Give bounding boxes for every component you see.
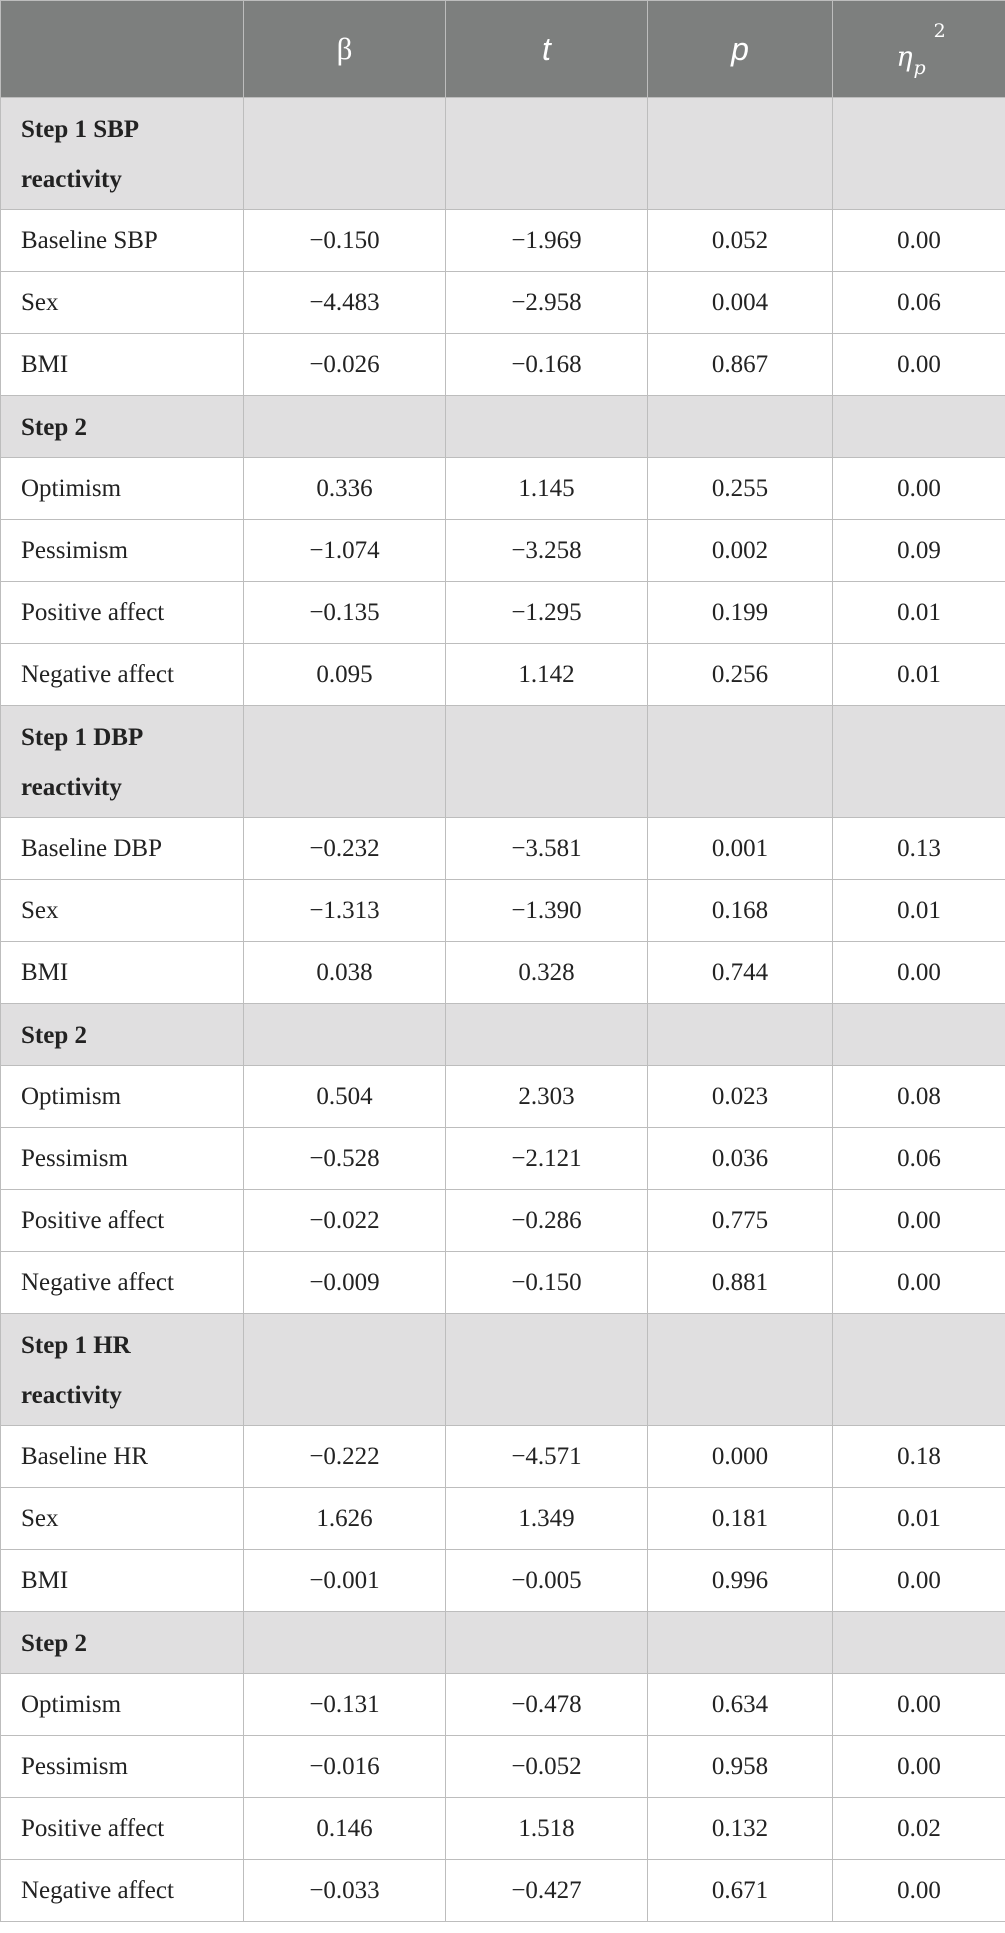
cell-t: −1.969 — [446, 210, 648, 272]
cell-beta: −0.033 — [244, 1860, 446, 1922]
cell-beta: −1.313 — [244, 880, 446, 942]
cell-p: 0.775 — [648, 1190, 833, 1252]
cell-eta: 0.18 — [833, 1426, 1005, 1488]
section-label: Step 2 — [1, 396, 244, 458]
section-empty-cell — [833, 706, 1005, 818]
section-empty-cell — [244, 1612, 446, 1674]
cell-p: 0.634 — [648, 1674, 833, 1736]
cell-eta: 0.00 — [833, 1550, 1005, 1612]
cell-t: 1.142 — [446, 644, 648, 706]
row-label: Optimism — [1, 1674, 244, 1736]
cell-p: 0.199 — [648, 582, 833, 644]
cell-eta: 0.06 — [833, 1128, 1005, 1190]
cell-p: 0.881 — [648, 1252, 833, 1314]
row-label: Positive affect — [1, 582, 244, 644]
row-label: Negative affect — [1, 1860, 244, 1922]
table-row — [1, 942, 1005, 1004]
section-empty-cell — [446, 706, 648, 818]
cell-beta: −0.026 — [244, 334, 446, 396]
section-empty-cell — [446, 1612, 648, 1674]
table-row — [1, 644, 1005, 706]
cell-beta: 1.626 — [244, 1488, 446, 1550]
header-row — [1, 1, 1005, 98]
cell-t: −0.427 — [446, 1860, 648, 1922]
row-label: Pessimism — [1, 520, 244, 582]
section-label: Step 2 — [1, 1004, 244, 1066]
section-row — [1, 1004, 1005, 1066]
cell-beta: −0.222 — [244, 1426, 446, 1488]
cell-p: 0.255 — [648, 458, 833, 520]
table-row — [1, 1252, 1005, 1314]
section-empty-cell — [446, 1004, 648, 1066]
section-empty-cell — [244, 1314, 446, 1426]
row-label: Baseline HR — [1, 1426, 244, 1488]
section-label: Step 2 — [1, 1612, 244, 1674]
cell-beta: −0.528 — [244, 1128, 446, 1190]
section-row — [1, 396, 1005, 458]
section-empty-cell — [244, 1004, 446, 1066]
section-empty-cell — [648, 396, 833, 458]
section-row — [1, 706, 1005, 818]
section-empty-cell — [833, 396, 1005, 458]
cell-t: 0.328 — [446, 942, 648, 1004]
row-label: Positive affect — [1, 1190, 244, 1252]
cell-beta: 0.038 — [244, 942, 446, 1004]
section-empty-cell — [648, 1004, 833, 1066]
cell-p: 0.867 — [648, 334, 833, 396]
cell-p: 0.996 — [648, 1550, 833, 1612]
cell-beta: −4.483 — [244, 272, 446, 334]
row-label: Sex — [1, 880, 244, 942]
cell-beta: −1.074 — [244, 520, 446, 582]
cell-t: −0.005 — [446, 1550, 648, 1612]
row-label: BMI — [1, 334, 244, 396]
section-empty-cell — [446, 1314, 648, 1426]
section-label: Step 1 SBP reactivity — [1, 98, 244, 210]
cell-eta: 0.13 — [833, 818, 1005, 880]
table-row — [1, 210, 1005, 272]
table-row — [1, 582, 1005, 644]
section-empty-cell — [833, 1612, 1005, 1674]
cell-eta: 0.08 — [833, 1066, 1005, 1128]
section-empty-cell — [244, 396, 446, 458]
cell-p: 0.000 — [648, 1426, 833, 1488]
cell-eta: 0.00 — [833, 1860, 1005, 1922]
table-row — [1, 1860, 1005, 1922]
table-row — [1, 1550, 1005, 1612]
cell-beta: −0.150 — [244, 210, 446, 272]
table-row — [1, 1426, 1005, 1488]
section-empty-cell — [648, 706, 833, 818]
section-row — [1, 1314, 1005, 1426]
row-label: Baseline DBP — [1, 818, 244, 880]
table-row — [1, 520, 1005, 582]
row-label: Positive affect — [1, 1798, 244, 1860]
header-p: p — [648, 1, 833, 98]
table-row — [1, 1798, 1005, 1860]
row-label: Sex — [1, 272, 244, 334]
table-row — [1, 1190, 1005, 1252]
cell-beta: −0.016 — [244, 1736, 446, 1798]
cell-beta: −0.022 — [244, 1190, 446, 1252]
cell-eta: 0.00 — [833, 334, 1005, 396]
header-beta: β — [244, 1, 446, 98]
table-row — [1, 1488, 1005, 1550]
cell-eta: 0.00 — [833, 1190, 1005, 1252]
cell-beta: −0.135 — [244, 582, 446, 644]
eta-letter: η — [896, 41, 913, 73]
row-label: Sex — [1, 1488, 244, 1550]
cell-p: 0.002 — [648, 520, 833, 582]
cell-t: −0.478 — [446, 1674, 648, 1736]
cell-p: 0.036 — [648, 1128, 833, 1190]
table-body — [1, 98, 1005, 1922]
header-t: t — [446, 1, 648, 98]
cell-p: 0.023 — [648, 1066, 833, 1128]
table-row — [1, 880, 1005, 942]
table-row — [1, 1736, 1005, 1798]
partial-eta-squared-symbol — [896, 19, 946, 79]
header-partial-eta-squared — [833, 1, 1005, 98]
cell-beta: 0.504 — [244, 1066, 446, 1128]
row-label: Negative affect — [1, 644, 244, 706]
section-empty-cell — [244, 98, 446, 210]
section-empty-cell — [244, 706, 446, 818]
cell-beta: −0.009 — [244, 1252, 446, 1314]
cell-eta: 0.01 — [833, 582, 1005, 644]
cell-p: 0.256 — [648, 644, 833, 706]
eta-subscript: p — [913, 56, 926, 79]
cell-t: −3.258 — [446, 520, 648, 582]
cell-eta: 0.00 — [833, 1736, 1005, 1798]
table-row — [1, 1066, 1005, 1128]
cell-t: −0.286 — [446, 1190, 648, 1252]
cell-t: 1.145 — [446, 458, 648, 520]
cell-eta: 0.00 — [833, 942, 1005, 1004]
cell-t: 1.349 — [446, 1488, 648, 1550]
section-empty-cell — [446, 98, 648, 210]
cell-t: −0.150 — [446, 1252, 648, 1314]
cell-eta: 0.01 — [833, 644, 1005, 706]
section-label: Step 1 DBP reactivity — [1, 706, 244, 818]
section-empty-cell — [648, 1314, 833, 1426]
cell-t: −1.295 — [446, 582, 648, 644]
cell-t: 1.518 — [446, 1798, 648, 1860]
cell-t: 2.303 — [446, 1066, 648, 1128]
cell-beta: 0.146 — [244, 1798, 446, 1860]
section-label: Step 1 HR reactivity — [1, 1314, 244, 1426]
cell-beta: −0.001 — [244, 1550, 446, 1612]
cell-t: −2.121 — [446, 1128, 648, 1190]
cell-eta: 0.00 — [833, 1252, 1005, 1314]
cell-eta: 0.06 — [833, 272, 1005, 334]
cell-p: 0.132 — [648, 1798, 833, 1860]
cell-t: −0.168 — [446, 334, 648, 396]
table-row — [1, 818, 1005, 880]
section-empty-cell — [833, 98, 1005, 210]
cell-beta: 0.336 — [244, 458, 446, 520]
cell-eta: 0.01 — [833, 1488, 1005, 1550]
cell-p: 0.744 — [648, 942, 833, 1004]
table-row — [1, 458, 1005, 520]
cell-t: −3.581 — [446, 818, 648, 880]
table-row — [1, 272, 1005, 334]
row-label: BMI — [1, 1550, 244, 1612]
row-label: Pessimism — [1, 1128, 244, 1190]
cell-t: −4.571 — [446, 1426, 648, 1488]
cell-t: −2.958 — [446, 272, 648, 334]
cell-p: 0.671 — [648, 1860, 833, 1922]
table-row — [1, 1674, 1005, 1736]
header-label-column — [1, 1, 244, 98]
cell-p: 0.958 — [648, 1736, 833, 1798]
section-empty-cell — [648, 98, 833, 210]
section-empty-cell — [833, 1314, 1005, 1426]
table-row — [1, 1128, 1005, 1190]
cell-t: −1.390 — [446, 880, 648, 942]
section-row — [1, 1612, 1005, 1674]
section-empty-cell — [833, 1004, 1005, 1066]
cell-eta: 0.02 — [833, 1798, 1005, 1860]
cell-beta: −0.131 — [244, 1674, 446, 1736]
cell-beta: 0.095 — [244, 644, 446, 706]
cell-eta: 0.00 — [833, 458, 1005, 520]
cell-eta: 0.09 — [833, 520, 1005, 582]
table-header — [1, 1, 1005, 98]
row-label: Negative affect — [1, 1252, 244, 1314]
cell-p: 0.052 — [648, 210, 833, 272]
cell-eta: 0.00 — [833, 1674, 1005, 1736]
section-empty-cell — [648, 1612, 833, 1674]
section-row — [1, 98, 1005, 210]
row-label: BMI — [1, 942, 244, 1004]
eta-superscript: 2 — [933, 19, 946, 42]
row-label: Optimism — [1, 458, 244, 520]
row-label: Optimism — [1, 1066, 244, 1128]
cell-eta: 0.00 — [833, 210, 1005, 272]
row-label: Pessimism — [1, 1736, 244, 1798]
cell-p: 0.001 — [648, 818, 833, 880]
cell-p: 0.004 — [648, 272, 833, 334]
row-label: Baseline SBP — [1, 210, 244, 272]
cell-p: 0.168 — [648, 880, 833, 942]
cell-beta: −0.232 — [244, 818, 446, 880]
cell-p: 0.181 — [648, 1488, 833, 1550]
cell-t: −0.052 — [446, 1736, 648, 1798]
cell-eta: 0.01 — [833, 880, 1005, 942]
table-row — [1, 334, 1005, 396]
section-empty-cell — [446, 396, 648, 458]
